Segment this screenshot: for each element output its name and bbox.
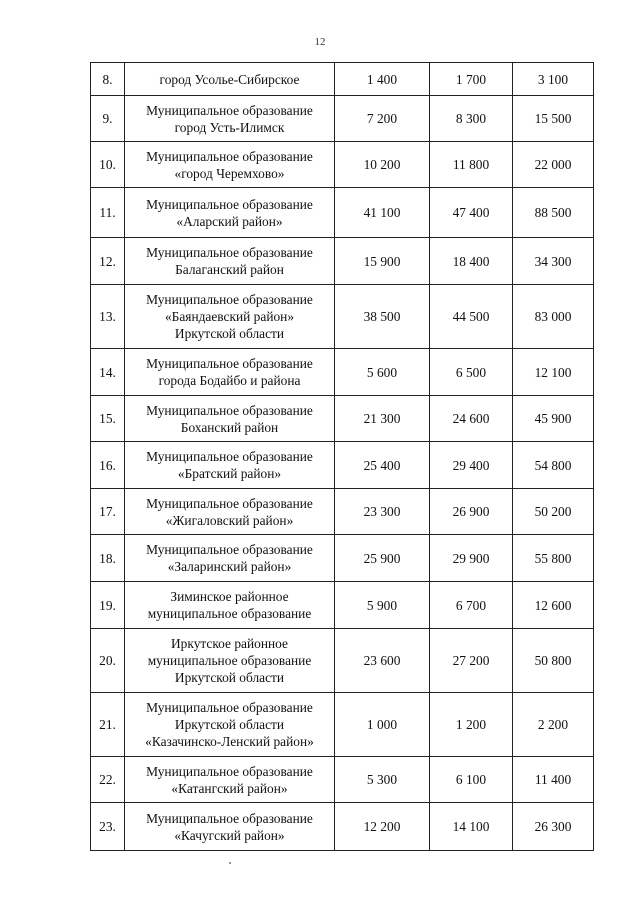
table-row xyxy=(91,629,594,693)
value-cell-1: 12 200 xyxy=(335,803,430,851)
value-cell-2: 29 900 xyxy=(430,535,513,582)
table-row xyxy=(91,489,594,535)
value-cell-total: 50 200 xyxy=(513,489,594,535)
value-cell-2: 47 400 xyxy=(430,188,513,238)
value-cell-2: 14 100 xyxy=(430,803,513,851)
municipality-name: Муниципальное образование «Жигаловский район» xyxy=(125,489,335,535)
value-cell-total: 55 800 xyxy=(513,535,594,582)
row-number: 10. xyxy=(91,142,125,188)
row-number: 9. xyxy=(91,96,125,142)
allocation-table xyxy=(90,62,594,851)
municipality-name: Муниципальное образование «Баяндаевский район» Иркутской области xyxy=(125,285,335,349)
row-number: 16. xyxy=(91,442,125,489)
row-number: 8. xyxy=(91,63,125,96)
table-row xyxy=(91,582,594,629)
value-cell-1: 23 600 xyxy=(335,629,430,693)
row-number: 18. xyxy=(91,535,125,582)
municipality-name: Иркутское районное муниципальное образование Иркутской области xyxy=(125,629,335,693)
value-cell-1: 5 600 xyxy=(335,349,430,396)
value-cell-1: 1 000 xyxy=(335,693,430,757)
value-cell-1: 5 900 xyxy=(335,582,430,629)
value-cell-1: 10 200 xyxy=(335,142,430,188)
table-row xyxy=(91,535,594,582)
municipality-name: Муниципальное образование Балаганский район xyxy=(125,238,335,285)
value-cell-1: 23 300 xyxy=(335,489,430,535)
row-number: 20. xyxy=(91,629,125,693)
table-row xyxy=(91,349,594,396)
table-row xyxy=(91,396,594,442)
municipality-name: Муниципальное образование «Качугский район» xyxy=(125,803,335,851)
row-number: 11. xyxy=(91,188,125,238)
value-cell-total: 34 300 xyxy=(513,238,594,285)
value-cell-1: 25 900 xyxy=(335,535,430,582)
page-number: 12 xyxy=(314,36,326,48)
value-cell-2: 18 400 xyxy=(430,238,513,285)
municipality-name: Муниципальное образование «Заларинский район» xyxy=(125,535,335,582)
value-cell-total: 2 200 xyxy=(513,693,594,757)
row-number: 12. xyxy=(91,238,125,285)
value-cell-total: 3 100 xyxy=(513,63,594,96)
value-cell-1: 5 300 xyxy=(335,757,430,803)
row-number: 23. xyxy=(91,803,125,851)
value-cell-total: 11 400 xyxy=(513,757,594,803)
value-cell-total: 15 500 xyxy=(513,96,594,142)
table-row xyxy=(91,442,594,489)
value-cell-total: 83 000 xyxy=(513,285,594,349)
value-cell-2: 24 600 xyxy=(430,396,513,442)
table-row xyxy=(91,693,594,757)
value-cell-1: 21 300 xyxy=(335,396,430,442)
value-cell-1: 25 400 xyxy=(335,442,430,489)
value-cell-2: 44 500 xyxy=(430,285,513,349)
row-number: 15. xyxy=(91,396,125,442)
value-cell-2: 29 400 xyxy=(430,442,513,489)
value-cell-total: 88 500 xyxy=(513,188,594,238)
value-cell-2: 11 800 xyxy=(430,142,513,188)
value-cell-2: 1 700 xyxy=(430,63,513,96)
value-cell-1: 15 900 xyxy=(335,238,430,285)
municipality-name: Муниципальное образование город Усть-Илимск xyxy=(125,96,335,142)
table-row xyxy=(91,63,594,96)
value-cell-2: 6 500 xyxy=(430,349,513,396)
row-number: 13. xyxy=(91,285,125,349)
value-cell-1: 7 200 xyxy=(335,96,430,142)
value-cell-total: 50 800 xyxy=(513,629,594,693)
value-cell-total: 22 000 xyxy=(513,142,594,188)
municipality-name: Муниципальное образование Иркутской области «Казачинско-Ленский район» xyxy=(125,693,335,757)
value-cell-2: 6 700 xyxy=(430,582,513,629)
row-number: 19. xyxy=(91,582,125,629)
value-cell-2: 27 200 xyxy=(430,629,513,693)
table-row xyxy=(91,188,594,238)
municipality-name: Муниципальное образование «город Черемхово» xyxy=(125,142,335,188)
municipality-name: город Усолье-Сибирское xyxy=(125,63,335,96)
row-number: 17. xyxy=(91,489,125,535)
value-cell-total: 12 600 xyxy=(513,582,594,629)
municipality-name: Зиминское районное муниципальное образование xyxy=(125,582,335,629)
municipality-name: Муниципальное образование Боханский район xyxy=(125,396,335,442)
municipality-name: Муниципальное образование «Аларский район» xyxy=(125,188,335,238)
value-cell-1: 38 500 xyxy=(335,285,430,349)
value-cell-total: 54 800 xyxy=(513,442,594,489)
value-cell-total: 12 100 xyxy=(513,349,594,396)
table-row xyxy=(91,96,594,142)
table-row xyxy=(91,238,594,285)
value-cell-1: 41 100 xyxy=(335,188,430,238)
table-row xyxy=(91,757,594,803)
municipality-name: Муниципальное образование города Бодайбо и района xyxy=(125,349,335,396)
table-row xyxy=(91,285,594,349)
value-cell-2: 1 200 xyxy=(430,693,513,757)
table-row xyxy=(91,142,594,188)
row-number: 21. xyxy=(91,693,125,757)
row-number: 14. xyxy=(91,349,125,396)
value-cell-1: 1 400 xyxy=(335,63,430,96)
scan-speck xyxy=(229,862,231,864)
value-cell-2: 6 100 xyxy=(430,757,513,803)
municipality-name: Муниципальное образование «Катангский район» xyxy=(125,757,335,803)
row-number: 22. xyxy=(91,757,125,803)
municipality-name: Муниципальное образование «Братский район» xyxy=(125,442,335,489)
value-cell-total: 45 900 xyxy=(513,396,594,442)
value-cell-total: 26 300 xyxy=(513,803,594,851)
table-row xyxy=(91,803,594,851)
value-cell-2: 26 900 xyxy=(430,489,513,535)
value-cell-2: 8 300 xyxy=(430,96,513,142)
